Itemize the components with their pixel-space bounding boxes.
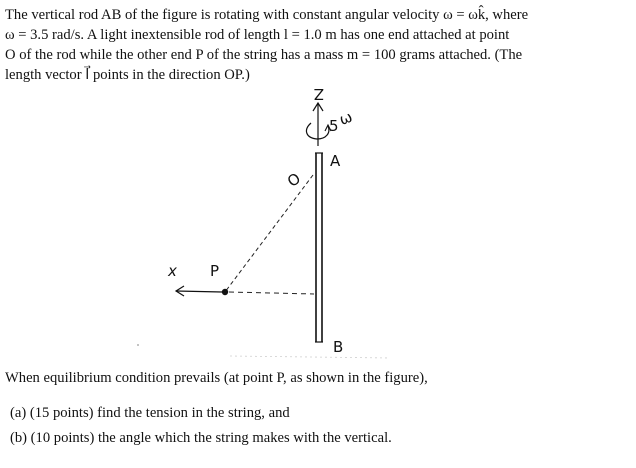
- point-b-label: B: [333, 338, 344, 356]
- question-intro: When equilibrium condition prevails (at point P, as shown in the figure),: [5, 370, 428, 386]
- scan-mark-bottom: [230, 356, 390, 358]
- x-axis-line: [176, 291, 222, 292]
- problem-line-1: The vertical rod AB of the figure is rotating with constant angular velocity ω = ωk̂, where: [5, 7, 529, 23]
- string-op: [225, 175, 313, 292]
- question-part-b: (b) (10 points) the angle which the string makes with the vertical.: [10, 430, 392, 446]
- omega-label: ω: [336, 107, 355, 129]
- point-o-label: O: [283, 169, 304, 191]
- question-part-a: (a) (15 points) find the tension in the string, and: [10, 405, 290, 421]
- point-a-label: A: [330, 152, 341, 170]
- problem-line-4: length vector l⃗ points in the direction OP.): [5, 67, 250, 83]
- problem-line-3: O of the rod while the other end P of the string has a mass m = 100 grams attached. (The: [5, 47, 523, 63]
- five-mark: 5: [329, 117, 339, 135]
- x-axis-label: x: [168, 262, 177, 280]
- point-p-label: P: [210, 262, 220, 280]
- z-axis-label: Z: [313, 85, 324, 103]
- mass-p: [222, 289, 228, 295]
- radius-dashed-line: [229, 292, 314, 294]
- problem-line-2: ω = 3.5 rad/s. A light inextensible rod of length l = 1.0 m has one end attached at point: [5, 27, 510, 43]
- scan-dot: [137, 344, 139, 346]
